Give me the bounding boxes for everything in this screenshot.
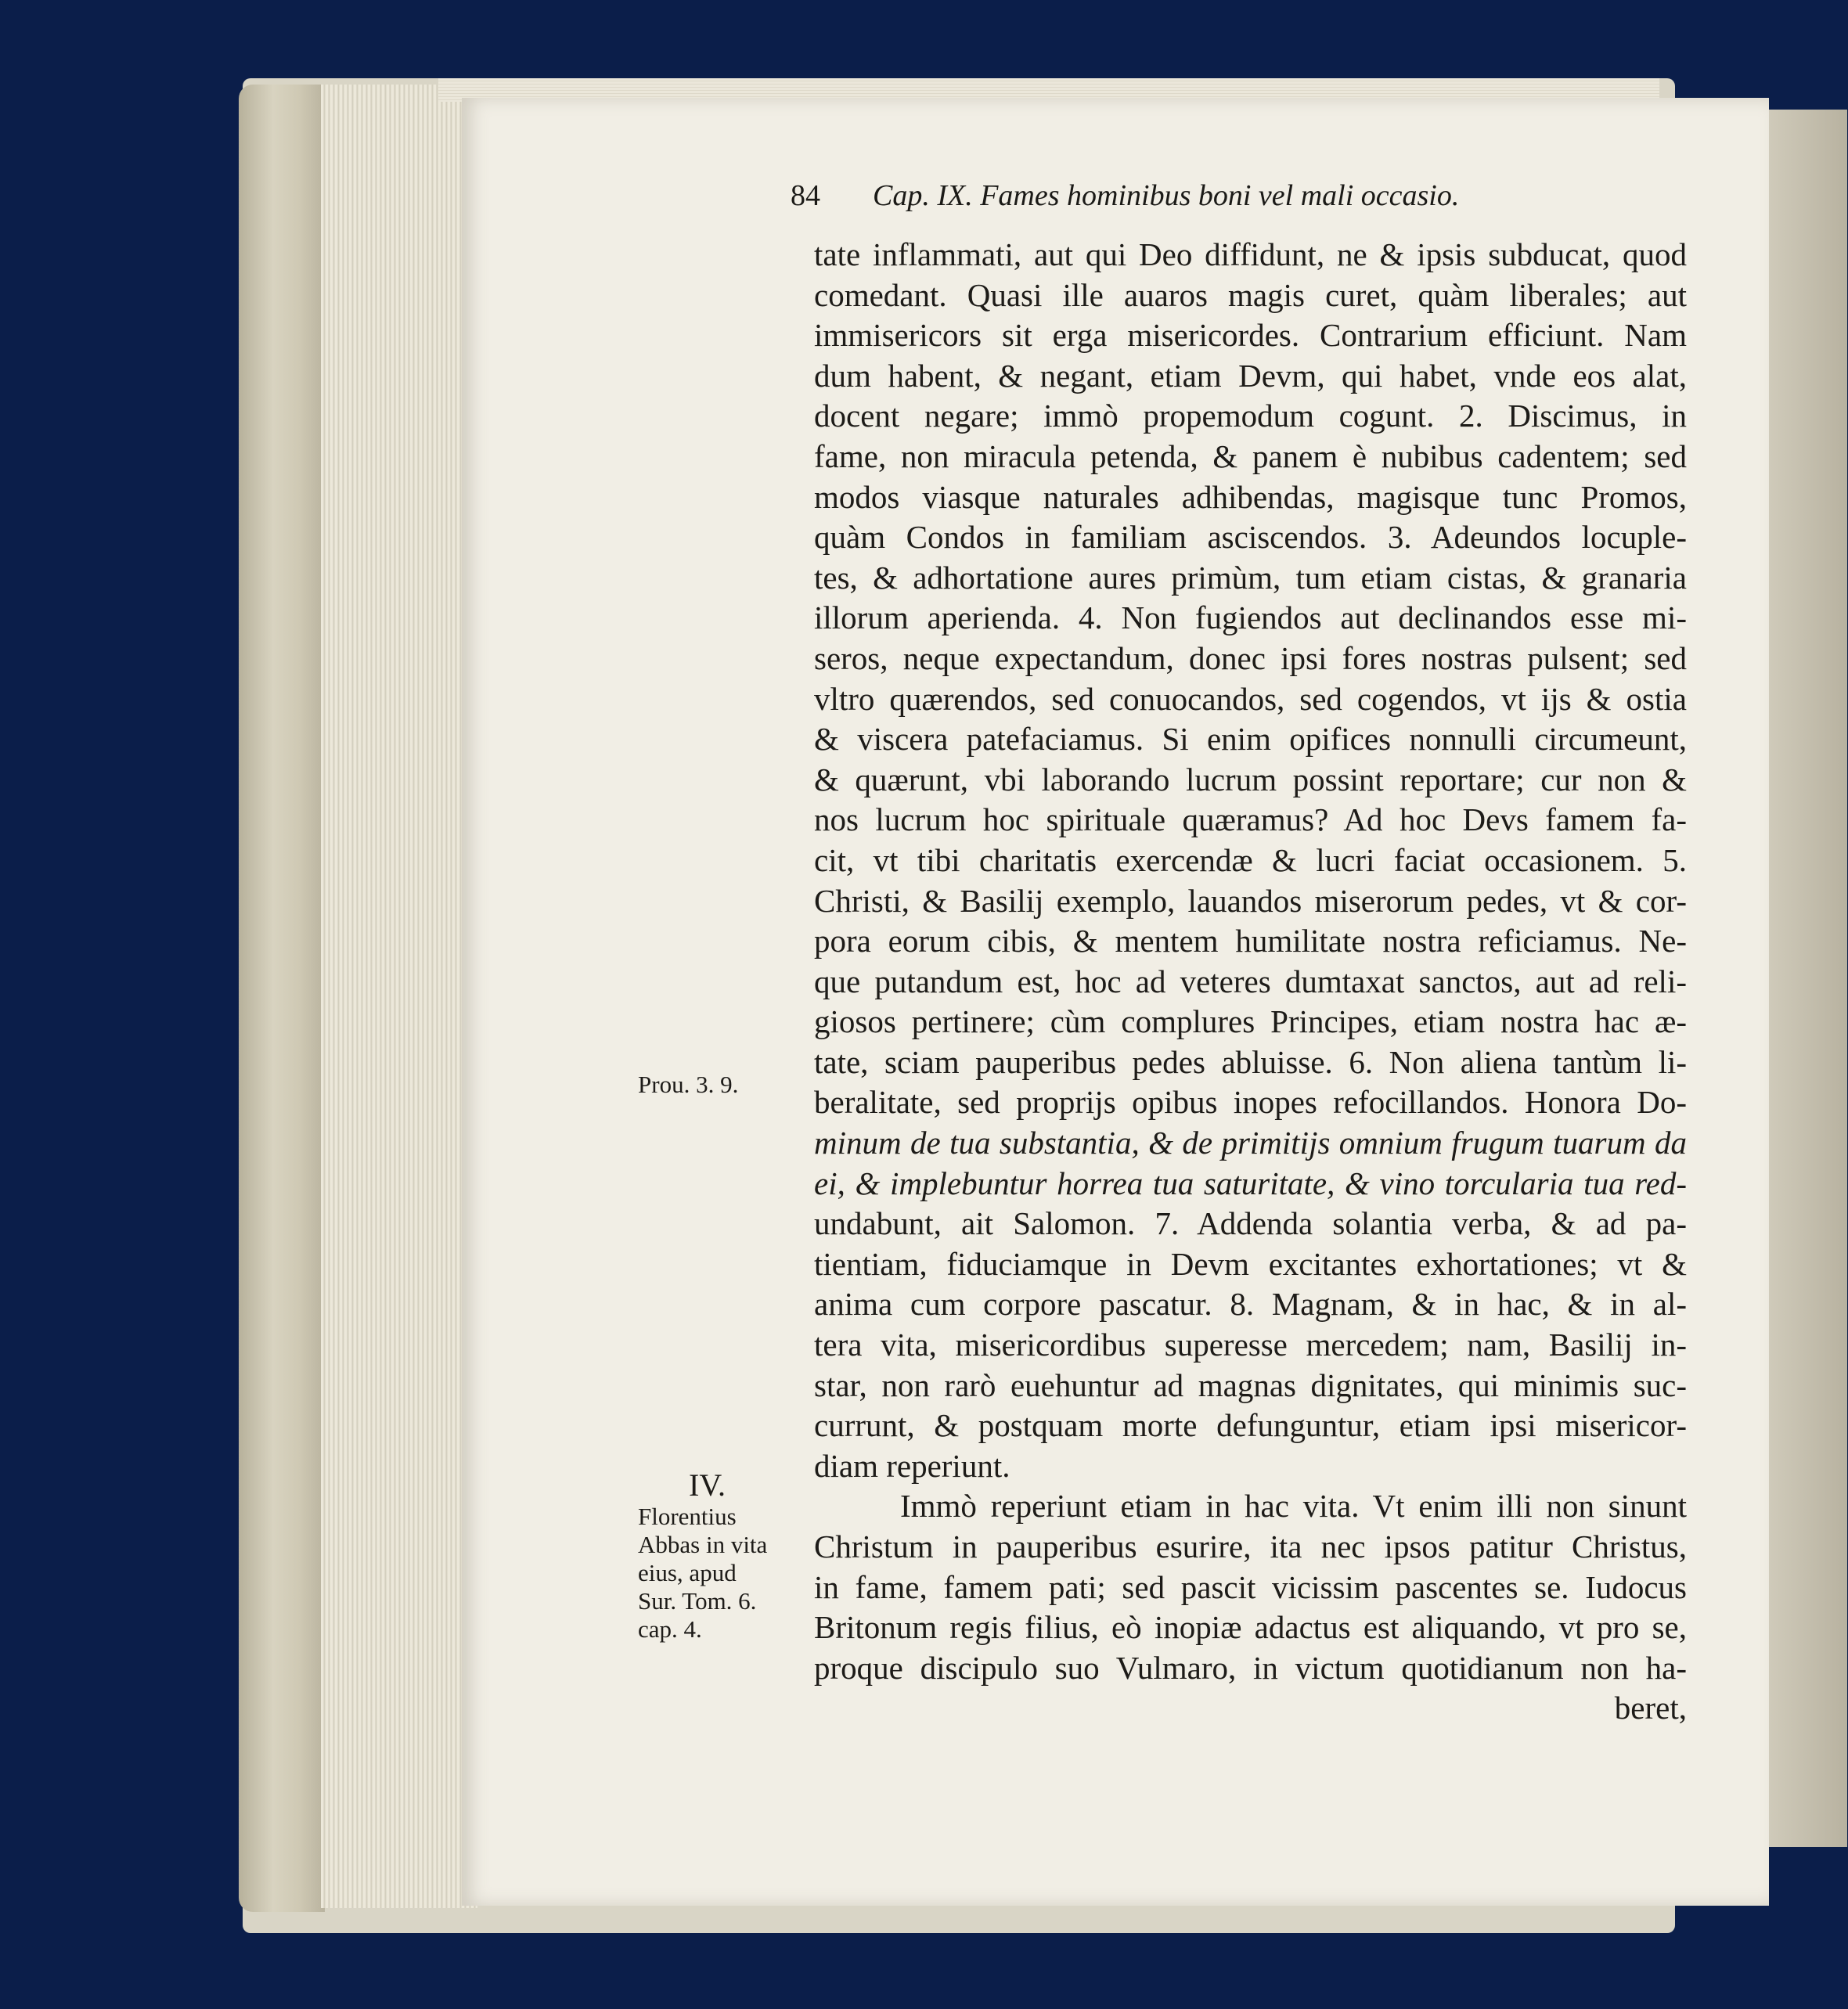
text-line: tera vita, misericordibus superesse mercedem; nam, Basilij in-: [814, 1327, 1687, 1363]
page-edges: [321, 85, 477, 1908]
text-line-quote: minum de tua substantia, & de primitijs omnium frugum tuarum da: [814, 1125, 1687, 1161]
text-line: giosos pertinere; cùm complures Principes, etiam nostra hac æ-: [814, 1003, 1687, 1040]
running-header: [791, 178, 1459, 213]
text-line: proque discipulo suo Vulmaro, in victum quotidianum non ha-: [814, 1649, 1687, 1686]
text-line: Immò reperiunt etiam in hac vita. Vt enim illi non sinunt: [900, 1488, 1687, 1525]
text-line: tes, & adhortatione aures primùm, tum etiam cistas, & granaria: [814, 559, 1687, 596]
text-line: nos lucrum hoc spirituale quæramus? Ad hoc Devs famem fa-: [814, 801, 1687, 838]
text-line: tate, sciam pauperibus pedes abluisse. 6. Non aliena tantùm li-: [814, 1043, 1687, 1080]
text-line: Christum in pauperibus esurire, ita nec ipsos patitur Christus,: [814, 1528, 1687, 1564]
body-text: [814, 235, 1687, 1729]
text-line: quàm Condos in familiam asciscendos. 3. Adeundos locuple-: [814, 519, 1687, 556]
text-line: currunt, & postquam morte defunguntur, etiam ipsi misericor-: [814, 1407, 1687, 1444]
text-line: Christi, & Basilij exemplo, lauandos miserorum pedes, vt & cor-: [814, 882, 1687, 919]
text-line: pora eorum cibis, & mentem humilitate nostra reficiamus. Ne-: [814, 923, 1687, 959]
text-line: dum habent, & negant, etiam Devm, qui habet, vnde eos alat,: [814, 357, 1687, 394]
running-title: Cap. IX. Fames hominibus boni vel mali occasio.: [873, 179, 1460, 212]
text-line: docent negare; immò propemodum cogunt. 2. Discimus, in: [814, 398, 1687, 434]
text-line: diam reperiunt.: [814, 1447, 1010, 1484]
text-line: modos viasque naturales adhibendas, magisque tunc Promos,: [814, 478, 1687, 515]
text-line: beralitate, sed proprijs opibus inopes refocillandos. Honora Do-: [814, 1084, 1687, 1121]
text-line: & viscera patefaciamus. Si enim opifices nonnulli circumeunt,: [814, 721, 1687, 758]
catchword: beret,: [1614, 1690, 1687, 1726]
text-line: cit, vt tibi charitatis exercendæ & lucri faciat occasionem. 5.: [814, 841, 1687, 878]
margin-note-prov: Prou. 3. 9.: [638, 1071, 739, 1098]
text-line: immisericors sit erga misericordes. Contrarium efficiunt. Nam: [814, 317, 1687, 354]
text-line: tientiam, fiduciamque in Devm excitantes exhortationes; vt &: [814, 1245, 1687, 1282]
margin-note-line: eius, apud: [638, 1559, 737, 1586]
text-line: vltro quærendos, sed conuocandos, sed cogendos, vt ijs & ostia: [814, 680, 1687, 717]
margin-section-number: IV.: [689, 1467, 726, 1503]
text-line: undabunt, ait Salomon. 7. Addenda solantia verba, & ad pa-: [814, 1205, 1687, 1242]
text-line: Britonum regis filius, eò inopiæ adactus est aliquando, vt pro se,: [814, 1609, 1687, 1646]
text-line: anima cum corpore pascatur. 8. Magnam, & in hac, & in al-: [814, 1286, 1687, 1323]
text-line: seros, neque expectandum, donec ipsi fores nostras pulsent; sed: [814, 639, 1687, 676]
text-line: tate inflammati, aut qui Deo diffidunt, ne & ipsis subducat, quod: [814, 236, 1687, 272]
margin-note-line: Abbas in vita: [638, 1531, 768, 1558]
margin-note-line: Florentius: [638, 1503, 737, 1530]
text-line: illorum aperienda. 4. Non fugiendos aut declinandos esse mi-: [814, 599, 1687, 636]
page-number: 84: [791, 179, 820, 212]
text-line: fame, non miracula petenda, & panem è nubibus cadentem; sed: [814, 437, 1687, 474]
text-line: in fame, famem pati; sed pascit vicissim pascentes se. Iudocus: [814, 1568, 1687, 1605]
book-spine: [239, 85, 325, 1912]
text-line: comedant. Quasi ille auaros magis curet, quàm liberales; aut: [814, 276, 1687, 313]
text-line: que putandum est, hoc ad veteres dumtaxat sanctos, aut ad reli-: [814, 963, 1687, 999]
text-line-quote: ei, & implebuntur horrea tua saturitate, & vino torcularia tua red-: [814, 1165, 1687, 1201]
margin-note-line: Sur. Tom. 6.: [638, 1587, 757, 1615]
text-line: & quærunt, vbi laborando lucrum possint reportare; cur non &: [814, 761, 1687, 797]
text-line: star, non rarò euehuntur ad magnas dignitates, qui minimis suc-: [814, 1366, 1687, 1403]
margin-note-line: cap. 4.: [638, 1615, 702, 1643]
margin-note-source: [638, 1503, 767, 1644]
